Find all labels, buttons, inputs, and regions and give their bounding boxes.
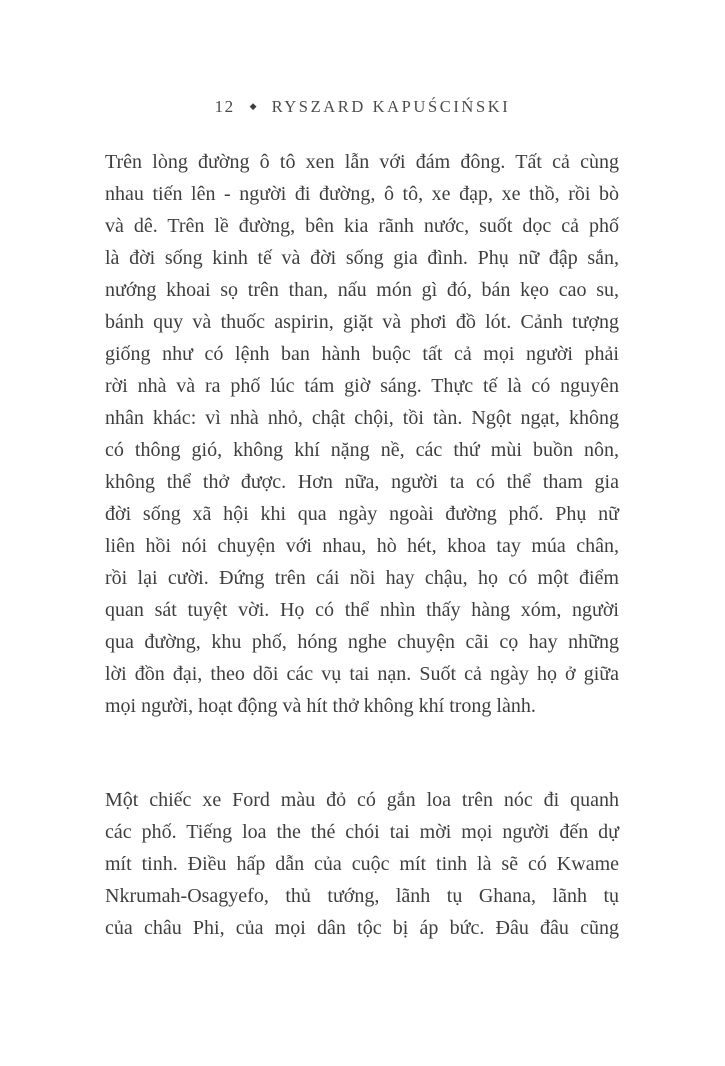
text-line: nhau tiến lên - người đi đường, ô tô, xe đạp, xe thồ, rồi bò — [105, 183, 619, 205]
diamond-separator-icon: ◆ — [249, 100, 257, 111]
text-line: các phố. Tiếng loa the thé chói tai mời mọi người đến dự — [105, 821, 619, 843]
text-line: rời nhà và ra phố lúc tám giờ sáng. Thực tế là có nguyên — [105, 375, 619, 397]
paragraph-2 — [105, 784, 619, 944]
text-line: đời sống xã hội khi qua ngày ngoài đường phố. Phụ nữ — [105, 503, 619, 525]
text-line: giống như có lệnh ban hành buộc tất cả mọi người phải — [105, 343, 619, 365]
text-line: rồi lại cười. Đứng trên cái nồi hay chậu, họ có một điểm — [105, 567, 619, 589]
text-line: có thông gió, không khí nặng nề, các thứ mùi buồn nôn, — [105, 439, 619, 461]
running-header — [0, 97, 725, 117]
text-line: không thể thở được. Hơn nữa, người ta có thể tham gia — [105, 471, 619, 493]
body-text — [105, 146, 619, 944]
text-line: lời đồn đại, theo dõi các vụ tai nạn. Suốt cả ngày họ ở giữa — [105, 663, 619, 685]
paragraph-1 — [105, 146, 619, 722]
page-number: 12 — [214, 97, 235, 116]
author-name: RYSZARD KAPUŚCIŃSKI — [271, 97, 511, 116]
text-line: quan sát tuyệt vời. Họ có thể nhìn thấy hàng xóm, người — [105, 599, 619, 621]
text-line: bánh quy và thuốc aspirin, giặt và phơi đồ lót. Cảnh tượng — [105, 311, 619, 333]
text-line: mít tinh. Điều hấp dẫn của cuộc mít tinh là sẽ có Kwame — [105, 853, 619, 875]
text-line: Nkrumah-Osagyefo, thủ tướng, lãnh tụ Ghana, lãnh tụ — [105, 885, 619, 907]
text-line: của châu Phi, của mọi dân tộc bị áp bức. Đâu đâu cũng — [105, 917, 619, 939]
text-line: nhân khác: vì nhà nhỏ, chật chội, tồi tàn. Ngột ngạt, không — [105, 407, 619, 429]
text-line: Một chiếc xe Ford màu đỏ có gắn loa trên nóc đi quanh — [105, 789, 619, 811]
text-line: Trên lòng đường ô tô xen lẫn với đám đông. Tất cả cùng — [105, 151, 619, 173]
text-line: là đời sống kinh tế và đời sống gia đình. Phụ nữ đập sắn, — [105, 247, 619, 269]
text-line: qua đường, khu phố, hóng nghe chuyện cãi cọ hay những — [105, 631, 619, 653]
text-line: và dê. Trên lề đường, bên kia rãnh nước, suốt dọc cả phố — [105, 215, 619, 237]
text-line: liên hồi nói chuyện với nhau, hò hét, khoa tay múa chân, — [105, 535, 619, 557]
text-line: mọi người, hoạt động và hít thở không khí trong lành. — [105, 695, 536, 717]
text-line: nướng khoai sọ trên than, nấu món gì đó, bán kẹo cao su, — [105, 279, 619, 301]
